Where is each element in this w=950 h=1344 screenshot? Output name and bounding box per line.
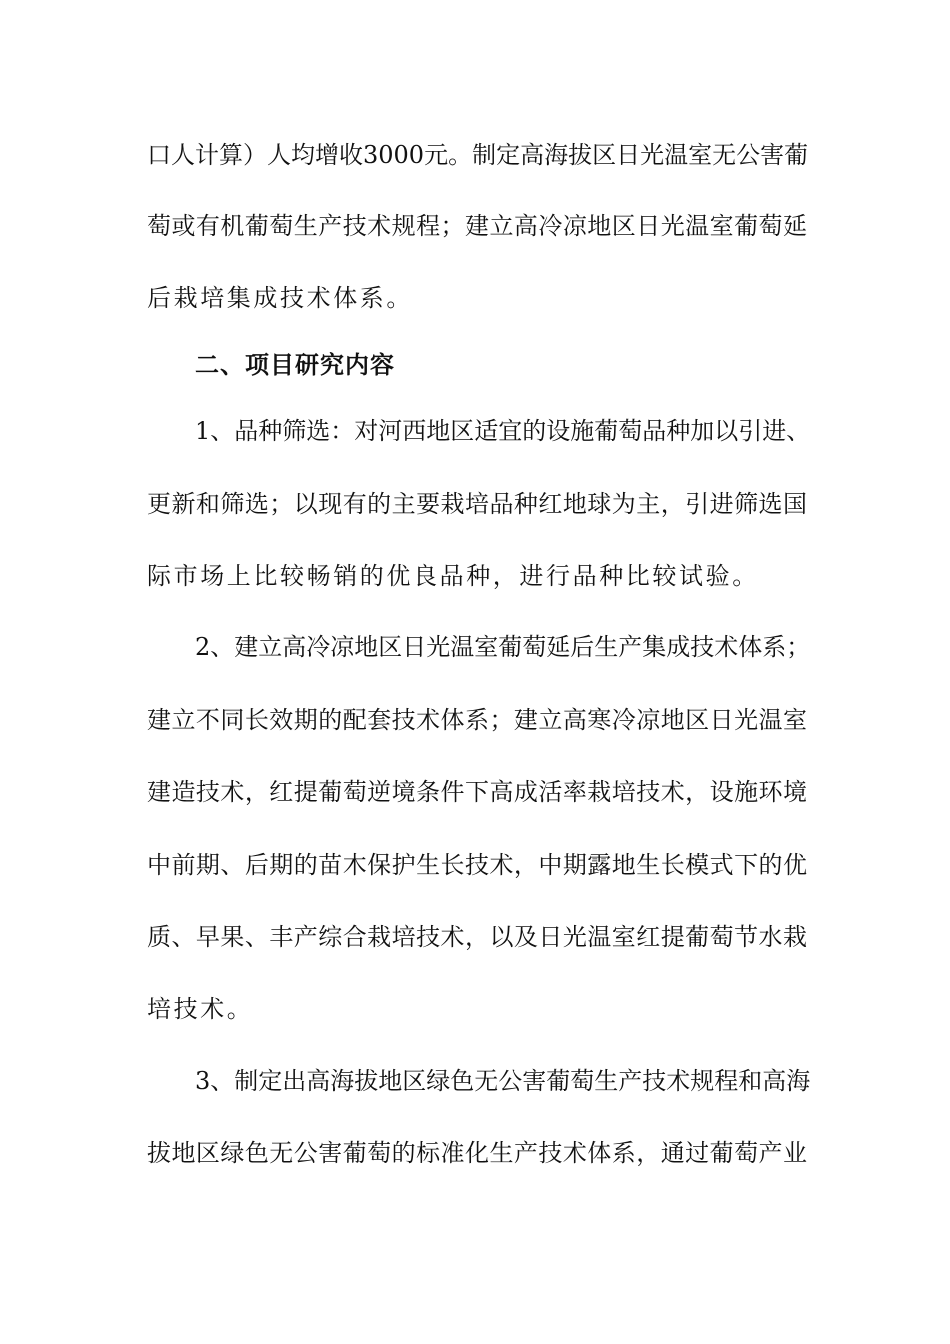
intro-line-2: 萄或有机葡萄生产技术规程；建立高冷凉地区日光温室葡萄延 [147, 212, 807, 240]
item3-line-1: 3、制定出高海拔地区绿色无公害葡萄生产技术规程和高海 [195, 1067, 811, 1095]
item2-line-6: 培技术。 [147, 995, 254, 1023]
intro-line-3: 后栽培集成技术体系。 [147, 284, 413, 312]
item2-line-3: 建造技术，红提葡萄逆境条件下高成活率栽培技术，设施环境 [147, 778, 807, 806]
item2-line-1: 2、建立高冷凉地区日光温室葡萄延后生产集成技术体系； [195, 633, 811, 661]
item1-line-1: 1、品种筛选：对河西地区适宜的设施葡萄品种加以引进、 [195, 417, 811, 445]
item2-line-4: 中前期、后期的苗木保护生长技术，中期露地生长模式下的优 [147, 851, 807, 879]
section-heading: 二、项目研究内容 [195, 351, 395, 379]
item2-line-2: 建立不同长效期的配套技术体系；建立高寒冷凉地区日光温室 [147, 706, 807, 734]
item2-line-5: 质、早果、丰产综合栽培技术，以及日光温室红提葡萄节水栽 [147, 923, 807, 951]
item3-line-2: 拔地区绿色无公害葡萄的标准化生产技术体系，通过葡萄产业 [147, 1139, 807, 1167]
item1-line-2: 更新和筛选；以现有的主要栽培品种红地球为主，引进筛选国 [147, 490, 807, 518]
item1-line-3: 际市场上比较畅销的优良品种，进行品种比较试验。 [147, 562, 759, 590]
intro-line-1: 口人计算）人均增收3000元。制定高海拔区日光温室无公害葡 [147, 141, 809, 169]
